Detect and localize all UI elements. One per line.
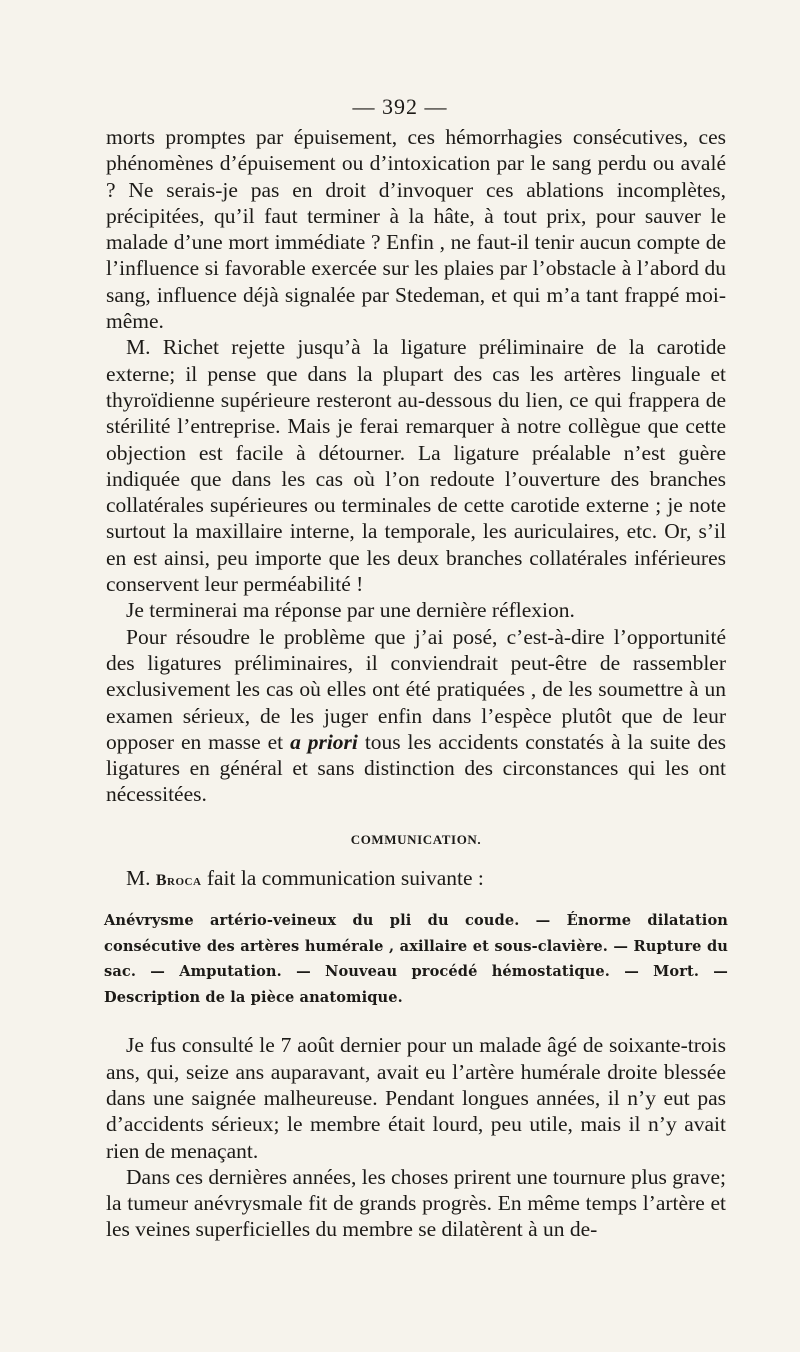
speaker-line [106,865,726,894]
page-number: — 392 — [352,94,448,119]
section-title: COMMUNICATION. [350,831,482,847]
speaker-prefix: M. [126,866,156,891]
paragraph-4-text-end: tous les accidents constatés à la suite des ligatures en général et sans distinction des circonstances qui les ont nécessitées. [106,729,727,807]
paragraph-5: Je fus consulté le 7 août dernier pour un malade âgé de soixante-trois ans, qui, seize ans auparavant, avait eu l’artère humérale droite blessée dans une saignée malheureuse. Pendant longues années, il n’y eut pas d’accidents sérieux; le membre était lourd, peu utile, mais il n’y avait rien de menaçant. [106,1033,726,1163]
paragraph-6: Dans ces dernières années, les choses prirent une tournure plus grave; la tumeur anévrysmale fit de grands progrès. En même temps l’artère et les veines superficielles du membre se dilatèrent à un de- [106,1164,726,1242]
paragraph-4 [106,624,726,808]
paragraph-1: morts promptes par épuisement, ces hémorrhagies consécutives, ces phénomènes d’épuisement ou d’intoxication par le sang perdu ou avalé ? Ne serais-je pas en droit d’invoquer ces ablations incomplètes, précipitées, qu’il faut terminer à la hâte, à tout prix, pour sauver le malade d’une mort immédiate ? Enfin , ne faut-il tenir aucun compte de l’influence si favorable exercée sur les plaies par l’obstacle à l’abord du sang, influence déjà signalée par Stedeman, et qui m’a tant frappé moi-même. [106,125,726,334]
speaker-name: Broca [155,872,202,890]
case-summary: Anévrysme artério-veineux du pli du coude. — Énorme dilatation consécutive des artères humérale , axillaire et sous-clavière. — Rupture du sac. — Amputation. — Nouveau procédé hémostatique. — Mort. — Description de la pièce anatomique. [104,912,728,1006]
paragraph-4-text-start: Pour résoudre le problème que j’ai posé, c’est-à-dire l’opportunité des ligatures préliminaires, il conviendrait peut-être de rassembler exclusivement les cas où elles ont été pratiquées , de les soumettre à un examen sérieux, de les juger enfin dans l’espèce plutôt que de leur opposer en masse et [106,624,726,754]
page-body [106,124,726,1243]
a-priori-italic: a priori [290,729,358,754]
speaker-rest: fait la communication suivante : [201,866,484,891]
paragraph-2: M. Richet rejette jusqu’à la ligature préliminaire de la carotide externe; il pense que dans la plupart des cas les artères linguale et thyroïdienne supérieure resteront au-dessous du lien, ce qui frappera de stérilité l’entreprise. Mais je ferai remarquer à notre collègue que cette objection est facile à détourner. La ligature préalable n’est guère indiquée que dans les cas où l’on redoute l’ouverture des branches collatérales supérieures ou terminales de cette carotide externe ; je note surtout la maxillaire interne, la temporale, les auriculaires, etc. Or, s’il en est ainsi, peu importe que les deux branches collatérales inférieures conservent leur perméabilité ! [106,335,726,597]
paragraph-3: Je terminerai ma réponse par une dernière réflexion. [126,598,575,623]
